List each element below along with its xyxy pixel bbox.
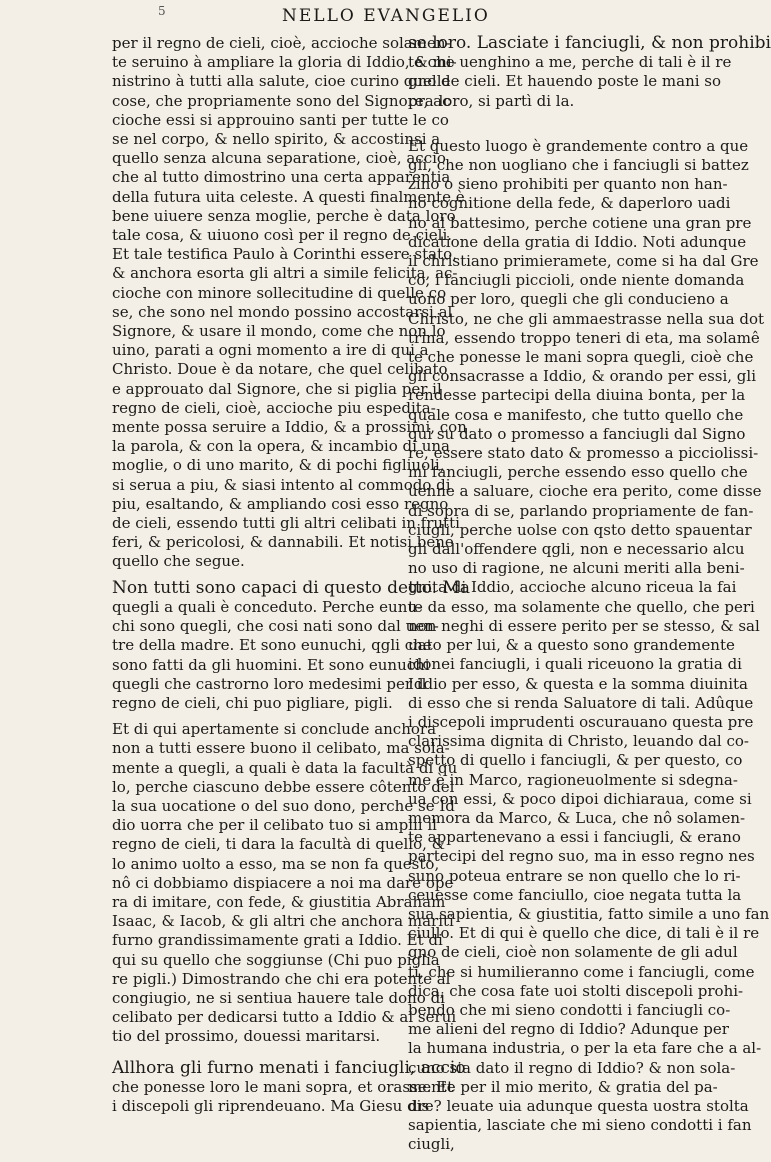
text-line: cose, che propriamente sono del Signore, ac — [112, 91, 451, 110]
text-line: gnita di Iddio, accioche alcuno riceua la fai — [408, 578, 737, 597]
text-line: piu, esaltando, & ampliando cosi esso regno — [112, 494, 449, 513]
text-line: quegli a quali è conceduto. Perche eunu- — [112, 597, 423, 616]
text-line: della futura uita celeste. A questi finalmente è — [112, 187, 465, 206]
text-line: gno de cieli, cioè non solamente de gli adul — [408, 943, 738, 962]
paragraph-gospel-verse — [112, 1057, 466, 1117]
text-line: di sopra di se, parlando propriamente de fan- — [408, 501, 754, 520]
text-line: gli dall'offendere qgli, non e necessario alcu — [408, 540, 745, 559]
text-line: i discepoli gli riprendeuano. Ma Giesu dis — [112, 1096, 430, 1115]
text-line: nô ci dobbiamo dispiacere a noi ma dare ope — [112, 873, 454, 892]
text-line: la sua uocatione o del suo dono, perche se Id — [112, 796, 455, 815]
text-line: di esso che si renda Saluatore di tali. Adûque — [408, 693, 754, 712]
text-line: me alieni del regno di Iddio? Adunque per — [408, 1020, 729, 1039]
text-line: no uso di ragione, ne alcuni meriti alla beni- — [408, 559, 745, 578]
text-line: tio del prossimo, douessi maritarsi. — [112, 1027, 381, 1046]
text-line: regno de cieli, cioè, accioche piu espedita- — [112, 398, 436, 417]
text-line: se, che sono nel mondo possino accostarsi al — [112, 302, 453, 321]
text-line: nistrino à tutti alla salute, cioe curino quelle — [112, 72, 451, 91]
text-line: bene uiuere senza moglie, perche è data loro — [112, 206, 456, 225]
text-line: Signore, & usare il mondo, come che non lo — [112, 322, 446, 341]
text-line: non neghi di essere perito per se stesso, & sal — [408, 616, 760, 635]
text-line: dio uorra che per il celibato tuo si amplii il — [112, 816, 437, 835]
text-line: Christo, ne che gli ammaestrasse nella sua dot — [408, 309, 765, 328]
text-line: moglie, o di uno marito, & di pochi figliuoli, — [112, 456, 445, 475]
text-line: mente per il mio merito, & gratia del pa- — [408, 1077, 718, 1096]
text-line: mi fanciugli, perche essendo esso quello che — [408, 463, 748, 482]
text-line: qui su dato o promesso a fanciugli dal Signo — [408, 424, 746, 443]
text-line: gli consacrasse a Iddio, & orando per essi, gli — [408, 367, 757, 386]
text-line: celibato per dedicarsi tutto a Iddio & al serui — [112, 1008, 457, 1027]
running-title: NELLO EVANGELIO — [282, 6, 490, 26]
text-line: Et questo luogo è grandemente contro a que — [408, 136, 749, 155]
text-line: trina, essendo troppo teneri di eta, ma solamê — [408, 328, 760, 347]
text-line: zino o sieno prohibiti per quanto non han- — [408, 175, 728, 194]
paragraph-commentary — [112, 720, 458, 1046]
text-line: gli, che non uogliano che i fanciugli si battez — [408, 156, 749, 175]
text-line: chi sono quegli, che cosi nati sono dal uen- — [112, 617, 439, 636]
text-line: ti, che si humilieranno come i fanciugli, come — [408, 962, 755, 981]
text-line: re pigli.) Dimostrando che chi era potente al — [112, 969, 451, 988]
text-line: i discepoli imprudenti oscurauano questa pre — [408, 712, 754, 731]
text-line: Christo. Doue è da notare, che quel celibato — [112, 360, 448, 379]
text-line: spetto di quello i fanciugli, & per questo, co — [408, 751, 743, 770]
text-line: mente possa seruire a Iddio, & a prossimi, con — [112, 418, 467, 437]
text-line: clarissima dignita di Christo, leuando dal co- — [408, 732, 749, 751]
running-header — [0, 4, 700, 28]
text-line: ua con essi, & poco dipoi dichiaraua, come si — [408, 789, 752, 808]
text-line: ciugli, — [408, 1135, 455, 1154]
left-column — [112, 34, 471, 1116]
text-line: lo, perche ciascuno debbe essere côtento del — [112, 777, 455, 796]
text-line: uino, parati a ogni momento a ire di qui a — [112, 341, 429, 360]
text-line: cioche con minore sollecitudine di quelle co — [112, 283, 447, 302]
text-line: uono per loro, quegli che gli conducieno a — [408, 290, 729, 309]
text-line: che al tutto dimostrino una certa apparentia — [112, 168, 451, 187]
text-line: me è in Marco, ragioneuolmente si sdegna- — [408, 770, 738, 789]
text-line: cuno sia dato il regno di Iddio? & non sola- — [408, 1058, 736, 1077]
text-line: pra loro, si partì di la. — [408, 91, 575, 110]
text-line: regno de cieli, chi puo pigliare, pigli. — [112, 693, 393, 712]
text-line: quello che segue. — [112, 552, 245, 571]
text-line: te che uenghino a me, perche di tali è il re — [408, 53, 732, 72]
text-line: idonei fanciugli, i quali riceuono la gratia di — [408, 655, 742, 674]
text-line: Non tutti sono capaci di questo detto. Ma — [112, 577, 471, 598]
paragraph-commentary — [408, 136, 770, 1155]
text-line: re, essere stato dato & promesso a picciolissi- — [408, 444, 759, 463]
text-line: se nel corpo, & nello spirito, & accostinsi a — [112, 130, 441, 149]
text-line: & anchora esorta gli altri a simile felicita, ac- — [112, 264, 458, 283]
paragraph-gospel-verse — [112, 577, 471, 713]
text-line: qui su quello che soggiunse (Chi puo piglia — [112, 950, 440, 969]
text-line: ceuesse come fanciullo, cioe negata tutta la — [408, 885, 742, 904]
text-line: sapientia, lasciate che mi sieno condotti i fan — [408, 1116, 752, 1135]
text-line: gno de cieli. Et hauendo poste le mani so — [408, 72, 722, 91]
text-line: sua sapientia, & giustitia, fatto simile a uno fan — [408, 904, 770, 923]
paragraph-commentary — [112, 34, 467, 572]
text-line: te seruino à ampliare la gloria di Iddio, & mi- — [112, 53, 457, 72]
text-line: dica, che cosa fate uoi stolti discepoli prohi- — [408, 981, 744, 1000]
text-line: congiugio, ne si sentiua hauere tale dono di — [112, 988, 445, 1007]
text-line: Allhora gli furno menati i fanciugli, accio — [112, 1057, 466, 1078]
text-line: te che ponesse le mani sopra quegli, cioè che — [408, 348, 754, 367]
text-line: Isaac, & Iacob, & gli altri che anchora mariti — [112, 912, 454, 931]
text-line: tre della madre. Et sono eunuchi, qgli che — [112, 636, 432, 655]
text-line: quale cosa e manifesto, che tutto quello che — [408, 405, 744, 424]
folio-mark: 5 — [158, 4, 166, 18]
text-line: tale cosa, & uiuono così per il regno de cieli. — [112, 226, 453, 245]
text-line: feri, & pericolosi, & dannabili. Et notisi bene — [112, 533, 454, 552]
text-line: ciullo. Et di qui è quello che dice, di tali è il re — [408, 924, 760, 943]
text-line: mente a quegli, a quali è data la facultà di qu — [112, 758, 458, 777]
text-line: te appartenevano a essi i fanciugli, & erano — [408, 828, 741, 847]
text-line: e approuato dal Signore, che si piglia per il — [112, 379, 442, 398]
text-line: uenne a saluare, cioche era perito, come disse — [408, 482, 762, 501]
text-line: che ponesse loro le mani sopra, et orasse. Et — [112, 1077, 454, 1096]
text-line: dicatione della gratia di Iddio. Noti adunque — [408, 232, 747, 251]
text-line: ra di imitare, con fede, & giustitia Abraham — [112, 892, 446, 911]
text-line: de cieli, essendo tutti gli altri celibati in frutti — [112, 514, 460, 533]
text-line: quegli che castrorno loro medesimi per il — [112, 674, 427, 693]
text-line: memora da Marco, & Luca, che nô solamen- — [408, 808, 746, 827]
text-line: cioche essi si approuino santi per tutte le co — [112, 110, 449, 129]
text-line: suno poteua entrare se non quello che lo ri- — [408, 866, 741, 885]
text-line: si serua a piu, & siasi intento al commodo di — [112, 475, 451, 494]
text-line: Et di qui apertamente si conclude anchora — [112, 720, 437, 739]
text-line: per il regno de cieli, cioè, accioche solamen- — [112, 34, 451, 52]
text-line: sono fatti da gli huomini. Et sono eunuchi — [112, 655, 430, 674]
text-line: te da esso, ma solamente che quello, che peri — [408, 597, 755, 616]
text-line: no cognitione della fede, & daperloro uadi — [408, 194, 731, 213]
text-line: regno de cieli, ti dara la facultà di quello, & — [112, 835, 446, 854]
text-line: co, i fanciugli piccioli, onde niente domanda — [408, 271, 745, 290]
text-line: se loro. Lasciate i fanciugli, & non prohibi — [408, 33, 771, 53]
text-line: uato per lui, & a questo sono grandemente — [408, 636, 735, 655]
text-line: ciugli, perche uolse con qsto detto spauentar — [408, 520, 752, 539]
paragraph-gospel-verse — [408, 33, 771, 111]
text-line: la parola, & con la opera, & incambio di una — [112, 437, 450, 456]
right-column — [408, 33, 771, 1155]
text-line: lo animo uolto a esso, ma se non fa questo, — [112, 854, 440, 873]
text-line: partecipi del regno suo, ma in esso regno nes — [408, 847, 755, 866]
text-line: dre? leuate uia adunque questa uostra stolta — [408, 1096, 749, 1115]
text-line: Iddio per esso, & questa e la somma diuinita — [408, 674, 749, 693]
text-line: bendo che mi sieno condotti i fanciugli co- — [408, 1000, 731, 1019]
text-line: Et tale testifica Paulo à Corinthi essere stato, — [112, 245, 457, 264]
text-line: il christiano primieramete, come si ha dal Gre — [408, 252, 759, 271]
text-line: furno grandissimamente grati a Iddio. Et di — [112, 931, 443, 950]
text-line: quello senza alcuna separatione, cioè, accio — [112, 149, 446, 168]
text-line: no al battesimo, perche cotiene una gran pre — [408, 213, 752, 232]
text-line: rendesse partecipi della diuina bonta, per la — [408, 386, 746, 405]
text-line: la humana industria, o per la eta fare che a al- — [408, 1039, 762, 1058]
text-line: non a tutti essere buono il celibato, ma sola- — [112, 739, 450, 758]
